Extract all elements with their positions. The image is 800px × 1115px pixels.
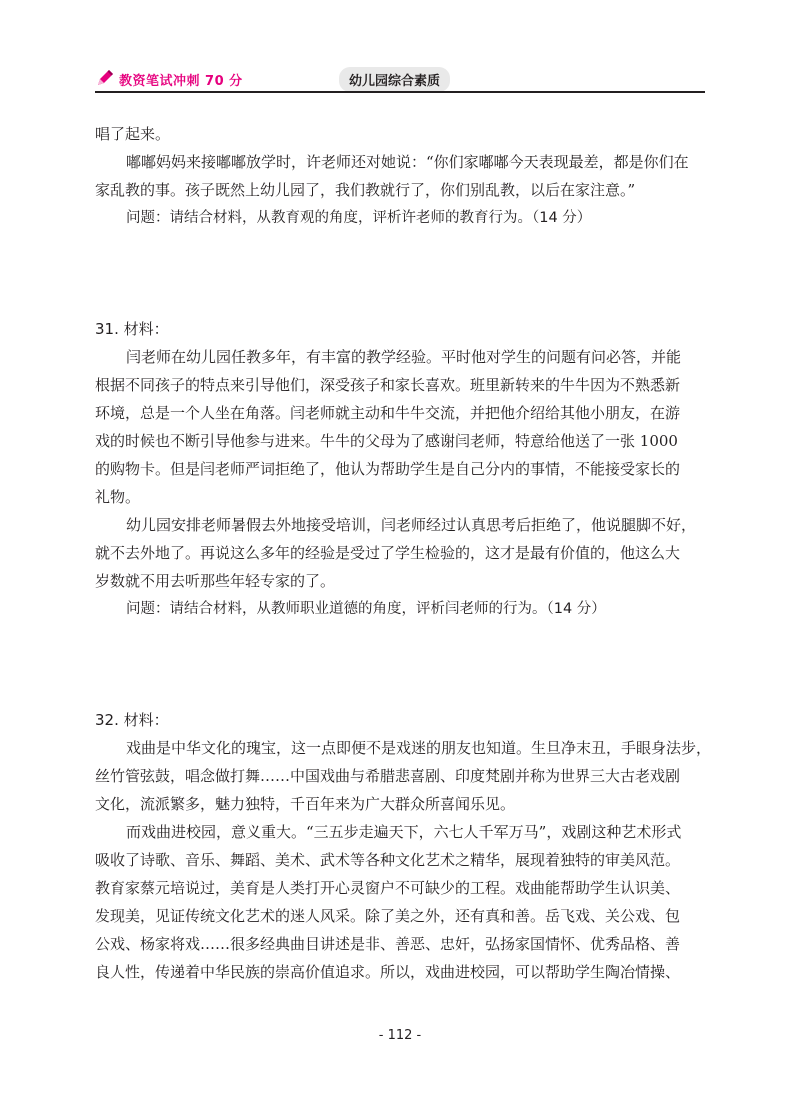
question-31	[95, 315, 707, 623]
q32-line: 教育家蔡元培说过，美育是人类打开心灵窗户不可缺少的工程。戏曲能帮助学生认识美、	[95, 879, 681, 897]
q32-line: 公戏、杨家将戏……很多经典曲目讲述是非、善恶、忠奸，弘扬家国情怀、优秀品格、善	[95, 935, 681, 953]
q31-line: 闫老师在幼儿园任教多年，有丰富的教学经验。平时他对学生的问题有问必答，并能	[126, 348, 682, 366]
q32-line: 发现美，见证传统文化艺术的迷人风采。除了美之外，还有真和善。岳飞戏、关公戏、包	[95, 907, 681, 925]
q31-line: 根据不同孩子的特点来引导他们，深受孩子和家长喜欢。班里新转来的牛牛因为不熟悉新	[95, 376, 681, 394]
q32-line: 吸收了诗歌、音乐、舞蹈、美术、武术等各种文化艺术之精华，展现着独特的审美风范。	[95, 851, 681, 869]
q31-line: 戏的时候也不断引导他参与进来。牛牛的父母为了感谢闫老师，特意给他送了一张 1000	[95, 432, 678, 450]
q32-line: 良人性，传递着中华民族的崇高价值追求。所以，戏曲进校园，可以帮助学生陶冶情操、	[95, 963, 681, 981]
page-number: - 112 -	[378, 1028, 422, 1043]
q31-line: 的购物卡。但是闫老师严词拒绝了，他认为帮助学生是自己分内的事情，不能接受家长的	[95, 460, 681, 478]
subject-tag: 幼儿园综合素质	[339, 67, 450, 92]
q31-line: 岁数就不用去听那些年轻专家的了。	[95, 572, 336, 590]
q32-line: 而戏曲进校园，意义重大。“三五步走遍天下，六七人千军万马”，戏剧这种艺术形式	[126, 823, 682, 841]
intro-line: 嘟嘟妈妈来接嘟嘟放学时，许老师还对她说：“你们家嘟嘟今天表现最差，都是你们在	[126, 153, 689, 171]
q31-line: 就不去外地了。再说这么多年的经验是受过了学生检验的，这才是最有价值的，他这么大	[95, 544, 681, 562]
q32-line: 文化，流派繁多，魅力独特，千百年来为广大群众所喜闻乐见。	[95, 795, 516, 813]
book-series-title: 教资笔试冲刺 70 分	[119, 74, 243, 89]
q32-line: 丝竹管弦鼓，唱念做打舞……中国戏曲与希腊悲喜剧、印度梵剧并称为世界三大古老戏剧	[95, 767, 681, 785]
q32-heading: 32. 材料：	[95, 711, 169, 729]
question-32	[95, 706, 712, 986]
intro-line: 家乱教的事。孩子既然上幼儿园了，我们教就行了，你们别乱教，以后在家注意。”	[95, 181, 636, 199]
intro-line: 唱了起来。	[95, 125, 171, 143]
q31-question: 问题：请结合材料，从教师职业道德的角度，评析闫老师的行为。（14 分）	[126, 601, 606, 617]
header-rule	[95, 91, 705, 93]
q31-line: 礼物。	[95, 488, 141, 506]
q31-line: 幼儿园安排老师暑假去外地接受培训，闫老师经过认真思考后拒绝了，他说腿脚不好，	[126, 516, 697, 534]
q31-heading: 31. 材料：	[95, 320, 169, 338]
intro-question: 问题：请结合材料，从教育观的角度，评析许老师的教育行为。（14 分）	[126, 210, 592, 226]
intro-block	[95, 120, 707, 232]
page-header	[95, 66, 705, 92]
pencil-icon	[95, 68, 115, 88]
page-content	[95, 120, 712, 986]
q32-line: 戏曲是中华文化的瑰宝，这一点即便不是戏迷的朋友也知道。生旦净末丑，手眼身法步，	[126, 739, 712, 757]
q31-line: 环境，总是一个人坐在角落。闫老师就主动和牛牛交流，并把他介绍给其他小朋友，在游	[95, 404, 681, 422]
